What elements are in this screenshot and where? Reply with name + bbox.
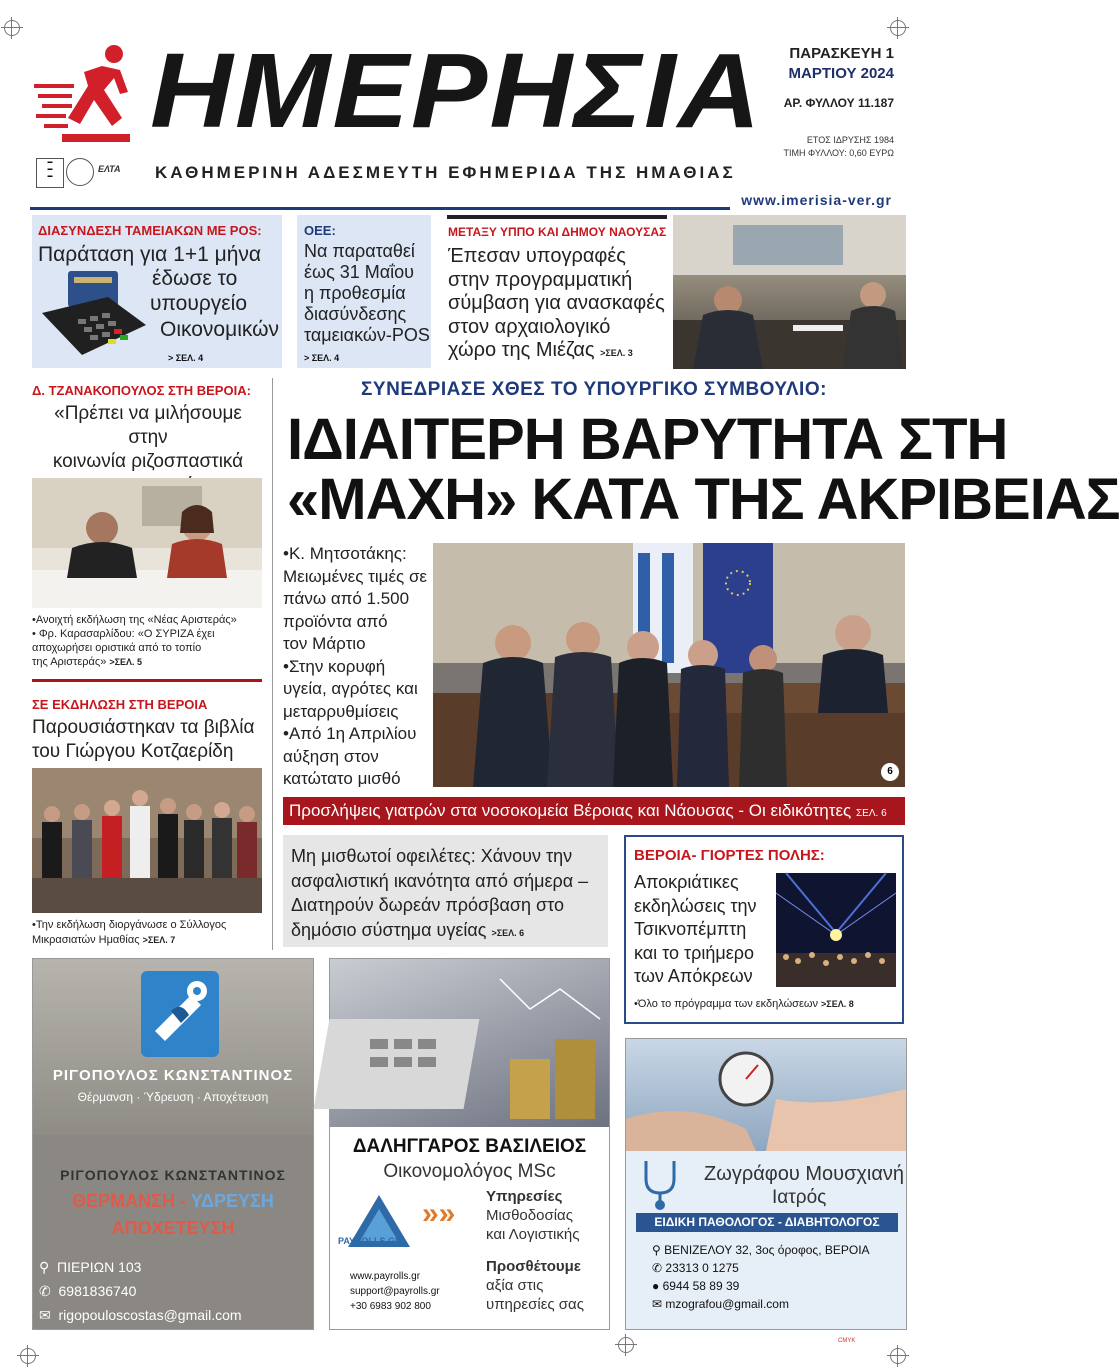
payrolls-brand: PAYROLLS.GR [338,1236,402,1246]
carnival-line: Αποκριάτικες [634,872,739,892]
miezas-line: στην προγραμματική [448,268,633,291]
pos-line1: Παράταση για 1+1 μήνα [38,243,262,266]
quote-line: «Πρέπει να μιλήσουμε στην [54,403,242,448]
bullet-line: υγεία, αγρότες και [283,679,418,698]
miezas-body[interactable] [448,245,665,366]
services-line: και Λογιστικής [486,1226,580,1243]
service-separator: - [180,1191,186,1211]
oee-line: ταμειακών-POS [304,325,430,345]
cabinet-meeting-photo [433,543,905,787]
runner-logo-icon [32,40,142,150]
address: ΠΙΕΡΙΩΝ 103 [57,1259,142,1275]
carnival-body [634,871,757,989]
rigopoulos-services: Θέρμανση · Ύδρευση · Αποχέτευση [77,1090,269,1104]
email[interactable]: rigopouloscostas@gmail.com [58,1307,242,1323]
bullet-line: κατώτατο μισθό [283,769,401,788]
dalingaros-services [486,1187,579,1244]
rigopoulos-name-2: ΡΙΓΟΠΟΥΛΟΣ ΚΩΝΣΤΑΝΤΙΝΟΣ [60,1167,286,1183]
pos-terminal-image [38,267,150,359]
location-pin-icon: ⚲ [652,1243,661,1257]
phone[interactable]: +30 6983 902 800 [350,1301,431,1312]
email[interactable]: mzografou@gmail.com [665,1297,789,1311]
divider [32,679,262,682]
books-line: Παρουσιάστηκαν τα βιβλία [32,717,255,738]
phone[interactable]: 6944 58 89 39 [662,1279,740,1293]
miezas-kicker: ΜΕΤΑΞΥ ΥΠΠΟ ΚΑΙ ΔΗΜΟΥ ΝΑΟΥΣΑΣ [448,225,667,239]
carnival-line: εκδηλώσεις την [634,895,757,916]
price: ΤΙΜΗ ΦΥΛΛΟΥ: 0,60 ΕΥΡΩ [783,148,894,158]
service-sewer: ΑΠΟΧΕΤΕΥΣΗ [111,1218,235,1238]
location-pin-icon: ⚲ [39,1259,50,1275]
dalingaros-title: Οικονομολόγος MSc [383,1161,556,1182]
bullet-line: •Στην κορυφή [283,656,386,676]
headline-line: ΙΔΙΑΙΤΕΡΗ ΒΑΡΥΤΗΤΑ ΣΤΗ [287,407,1008,472]
crop-mark-icon [20,1348,36,1364]
banner-text: Προσλήψεις γιατρών στα νοσοκομεία Βέροιας και Νάουσας - Οι ειδικότητες [289,801,852,820]
carnival-article[interactable] [624,835,904,1024]
mobile-icon: ● [652,1279,660,1293]
caption-line: Μικρασιατών Ημαθίας [32,934,140,946]
miezas-line: στον αρχαιολογικό [448,315,611,338]
issue-number: ΑΡ. ΦΥΛΛΟΥ 11.187 [783,96,894,110]
calculator-photo [330,959,609,1127]
crop-mark-icon [890,20,906,36]
miezas-line: Έπεσαν υπογραφές [448,245,626,267]
caption-line: •Ανοιχτή εκδήλωση της «Νέας Αριστεράς» [32,614,237,626]
debtors-line: Διατηρούν δωρεάν πρόσβαση στο [291,895,565,915]
dalingaros-contact [350,1269,440,1314]
address: ΒΕΝΙΖΕΛΟΥ 32, 3ος όροφος, ΒΕΡΟΙΑ [664,1243,870,1257]
oee-page-ref[interactable]: > ΣΕΛ. 4 [304,353,340,363]
founded-year: ΕΤΟΣ ΙΔΡΥΣΗΣ 1984 [806,135,894,145]
bullet-line: •Από 1η Απριλίου [283,724,417,743]
caption-line: αποχωρήσει οριστικά από το τοπίο [32,642,202,654]
rigopoulos-contact [39,1255,242,1327]
debtors-page-ref[interactable]: >ΣΕΛ. 6 [491,927,525,938]
pos-kicker: ΔΙΑΣΥΝΔΕΣΗ ΤΑΜΕΙΑΚΩΝ ΜΕ POS: [38,223,262,238]
pos-line2: έδωσε το [152,267,238,290]
date-month: ΜΑΡΤΙΟΥ 2024 [788,65,894,82]
bullet-line: τον Μάρτιο [283,634,366,653]
cmyk-mark: CMYK [838,1338,856,1344]
zografou-ad[interactable] [625,1038,907,1330]
tzanakopoulos-captions [32,613,267,669]
date-block [789,44,894,84]
offer-heading: Προσθέτουμε [486,1258,581,1275]
member-badge-icon: ▬ ▬ ▬ [36,158,64,188]
offer-line: υπηρεσίες σας [486,1296,584,1313]
email[interactable]: support@payrolls.gr [350,1286,440,1297]
bullet-line: προϊόντα από [283,611,388,631]
doctors-hiring-banner[interactable] [283,797,905,825]
bullet-line: πάνω από 1.500 [283,589,410,608]
debtors-line: ασφαλιστική ικανότητα από σήμερα – [291,870,589,891]
phone-icon: ✆ [39,1283,51,1299]
blood-pressure-photo [626,1039,906,1151]
zografou-contact [652,1241,870,1313]
oee-line: έως 31 Μαΐου [304,262,415,282]
service-heat: ΘΕΡΜΑΝΣΗ [72,1191,175,1211]
debtors-line: δημόσιο σύστημα υγείας [291,919,487,940]
plumbing-logo-icon [141,971,219,1057]
books-captions [32,918,267,948]
rigopoulos-services-big [33,1191,313,1212]
bullet-line: Μειωμένες τιμές σε [283,566,428,586]
books-headline[interactable] [32,716,255,764]
rigopoulos-name: ΡΙΓΟΠΟΥΛΟΣ ΚΩΝΣΤΑΝΤΙΝΟΣ [52,1067,294,1084]
oee-kicker: ΟΕΕ: [304,223,336,238]
mail-icon: ✉ [39,1307,51,1323]
lead-bullets [283,543,433,791]
caption-line: •Την εκδήλωση διοργάνωσε ο Σύλλογος [32,919,227,931]
debtors-body [291,844,588,945]
oee-line: Να παραταθεί [304,241,415,261]
offer-line: αξία στις [486,1277,544,1294]
quote-line: κοινωνία ριζοσπαστικά [52,451,244,472]
page-badge[interactable]: 6 [881,763,899,781]
seal-icon [66,158,94,186]
caption-line: • Φρ. Καρασαρλίδου: «Ο ΣΥΡΙΖΑ έχει [32,628,215,640]
banner-page-ref[interactable]: ΣΕΛ. 6 [855,808,887,819]
phone[interactable]: 23313 0 1275 [665,1261,739,1275]
pos-line4: Οικονομικών [160,318,280,341]
founded-info [783,134,894,160]
carnival-kicker: ΒΕΡΟΙΑ- ΓΙΟΡΤΕΣ ΠΟΛΗΣ: [634,847,825,864]
oee-line: διασύνδεσης [304,304,407,324]
headline-line: «ΜΑΧΗ» ΚΑΤΑ ΤΗΣ ΑΚΡΙΒΕΙΑΣ [287,467,1120,532]
books-page-ref[interactable]: >ΣΕΛ. 7 [142,935,176,945]
tagline: ΚΑΘΗΜΕΡΙΝΗ ΑΔΕΣΜΕΥΤΗ ΕΦΗΜΕΡΙΔΑ ΤΗΣ ΗΜΑΘΙΑΣ [155,163,736,182]
caption-line: της Αριστεράς» [32,656,107,668]
zografou-specialty: ΕΙΔΙΚΗ ΠΑΘΟΛΟΓΟΣ - ΔΙΑΒΗΤΟΛΟΓΟΣ [636,1213,898,1232]
bullet-line: αύξηση στον [283,746,379,766]
column-divider [272,378,273,950]
masthead-title: ΗΜΕΡΗΣΙΑ [150,32,763,150]
services-line: Μισθοδοσίας [486,1207,573,1224]
carnival-caption [634,998,854,1010]
rigopoulos-ad[interactable] [32,958,314,1330]
arrows-icon: »» [422,1197,456,1230]
books-kicker: ΣΕ ΕΚΔΗΛΩΣΗ ΣΤΗ ΒΕΡΟΙΑ [32,697,208,712]
stethoscope-icon [634,1155,690,1211]
miezas-page-ref[interactable]: >ΣΕΛ. 3 [600,348,633,358]
phone-icon: ✆ [652,1261,663,1275]
zografou-role: Ιατρός [772,1187,827,1208]
bullet-line: μεταρρυθμίσεις [283,701,399,721]
carnival-line: Τσικνοπέμπτη [634,919,747,939]
tzanakopoulos-photo [32,478,262,608]
lead-kicker: ΣΥΝΕΔΡΙΑΣΕ ΧΘΕΣ ΤΟ ΥΠΟΥΡΓΙΚΟ ΣΥΜΒΟΥΛΙΟ: [361,379,827,400]
divider [30,207,730,210]
services-heading: Υπηρεσίες [486,1188,563,1205]
website-link[interactable]: www.imerisia-ver.gr [741,192,892,208]
crop-mark-icon [4,20,20,36]
debtors-line: Μη μισθωτοί οφειλέτες: Χάνουν την [291,846,573,866]
zografou-name: Ζωγράφου Μουσχιανή [704,1163,905,1185]
debtors-article[interactable] [283,835,608,947]
pos-line3: υπουργείο [150,292,247,315]
bullet-line: •Κ. Μητσοτάκης: [283,544,407,563]
miezas-signing-photo [673,215,906,369]
elta-logo: ΕΛΤΑ [98,164,121,174]
phone[interactable]: 6981836740 [58,1283,137,1299]
carnival-line: και το τριήμερο [634,942,755,963]
books-photo [32,768,262,913]
pos-article[interactable] [32,215,282,368]
miezas-line: σύμβαση για ανασκαφές [448,292,665,314]
website[interactable]: www.payrolls.gr [350,1271,421,1282]
pos-page-ref[interactable]: > ΣΕΛ. 4 [168,353,204,363]
caption-line: •Όλο το πρόγραμμα των εκδηλώσεων [634,998,818,1010]
carnival-page-ref[interactable]: >ΣΕΛ. 8 [821,999,854,1009]
oee-line: η προθεσμία [304,283,406,303]
tzanakopoulos-page-ref[interactable]: >ΣΕΛ. 5 [109,657,143,667]
dalingaros-offer [486,1257,584,1314]
carnival-photo [776,873,896,987]
tzanakopoulos-kicker: Δ. ΤΖΑΝΑΚΟΠΟΥΛΟΣ ΣΤΗ ΒΕΡΟΙΑ: [32,383,251,398]
crop-mark-icon [618,1337,634,1353]
miezas-line: χώρο της Μιέζας [448,339,595,361]
crop-mark-icon [890,1348,906,1364]
oee-article[interactable] [297,215,431,368]
dalingaros-name: ΔΑΛΗΓΓΑΡΟΣ ΒΑΣΙΛΕΙΟΣ [352,1136,587,1157]
mail-icon: ✉ [652,1297,663,1311]
oee-body [304,241,430,346]
date-day: ΠΑΡΑΣΚΕΥΗ 1 [789,45,894,62]
lead-headline[interactable] [287,407,1120,532]
service-water: ΥΔΡΕΥΣΗ [190,1191,274,1211]
dalingaros-ad[interactable] [329,958,610,1330]
books-line: του Γιώργου Κοτζαερίδη [32,741,234,762]
divider [447,215,667,219]
carnival-line: των Απόκρεων [634,966,753,986]
